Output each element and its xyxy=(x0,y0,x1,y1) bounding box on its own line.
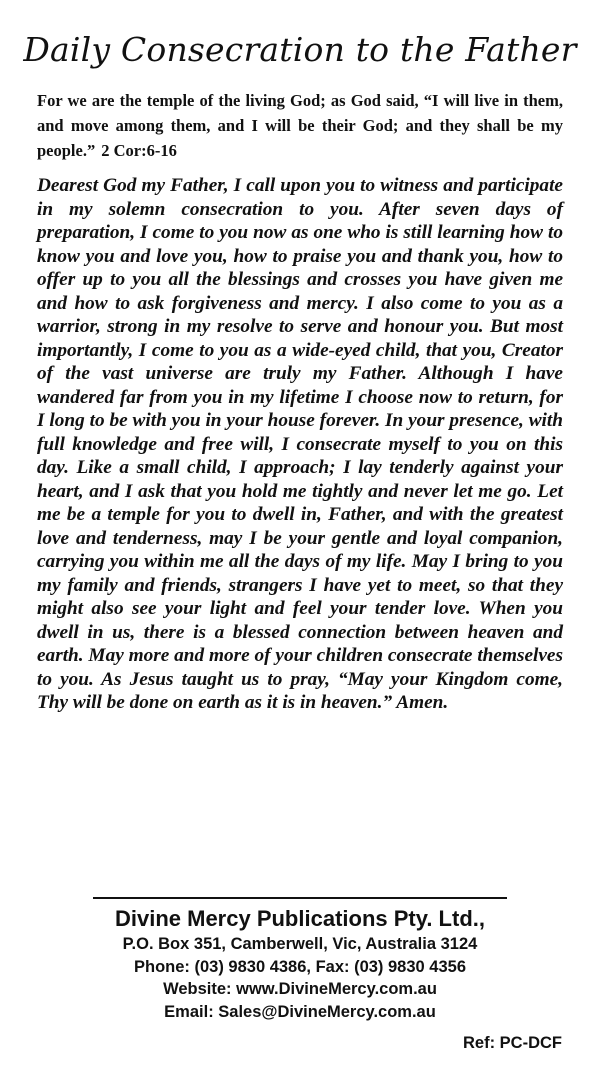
publisher-email: Email: Sales@DivineMercy.com.au xyxy=(164,1002,436,1021)
publisher-info xyxy=(0,905,600,1023)
scripture-verse xyxy=(37,88,563,163)
reference-code: Ref: PC-DCF xyxy=(463,1034,562,1052)
publisher-name: Divine Mercy Publications Pty. Ltd., xyxy=(114,906,485,931)
divider xyxy=(93,897,507,899)
scripture-reference: 2 Cor:6-16 xyxy=(101,141,177,160)
card-title: Daily Consecration to the Father xyxy=(23,30,577,69)
publisher-website: Website: www.DivineMercy.com.au xyxy=(163,980,437,998)
publisher-phone: Phone: (03) 9830 4386, Fax: (03) 9830 4356 xyxy=(133,957,467,976)
prayer-text: Dearest God my Father, I call upon you to witness and participate in my solemn consecration to you. After seven days of preparation, I come to you now as one who is still learning how to know you and love you, how to praise you and thank you, how to offer up to you all the blessings and crosses you have given me and how to ask forgiveness and mercy. I also come to you as a warrior, strong in my resolve to serve and honour you. But most importantly, I come to you as a wide-eyed child, that you, Creator of the vast universe are truly my Father. Although I have wandered far from you in my lifetime I choose now to return, for I long to be with you in your house forever. In your presence, with full knowledge and free will, I consecrate myself to you on this day. Like a small child, I approach; I lay tenderly against your heart, and I ask that you hold me tightly and never let me go. Let me be a temple for you to dwell in, Father, and with the greatest love and tenderness, may I be your gentle and loyal companion, carrying you within me all the days of my life. May I bring to you my family and friends, strangers I have yet to meet, so that they might also see your light and feel your tender love. When you dwell in us, there is a blessed connection between heaven and earth. May more and more of your children consecrate themselves to you. As Jesus taught us to pray, “May your Kingdom come, Thy will be done on earth as it is in heaven.” Amen. xyxy=(37,175,563,713)
scripture-text: For we are the temple of the living God; as God said, “I will live in them, and move among them, and I will be their God; and they shall be my people.” xyxy=(37,91,563,160)
publisher-address: P.O. Box 351, Camberwell, Vic, Australia 3124 xyxy=(122,935,478,953)
